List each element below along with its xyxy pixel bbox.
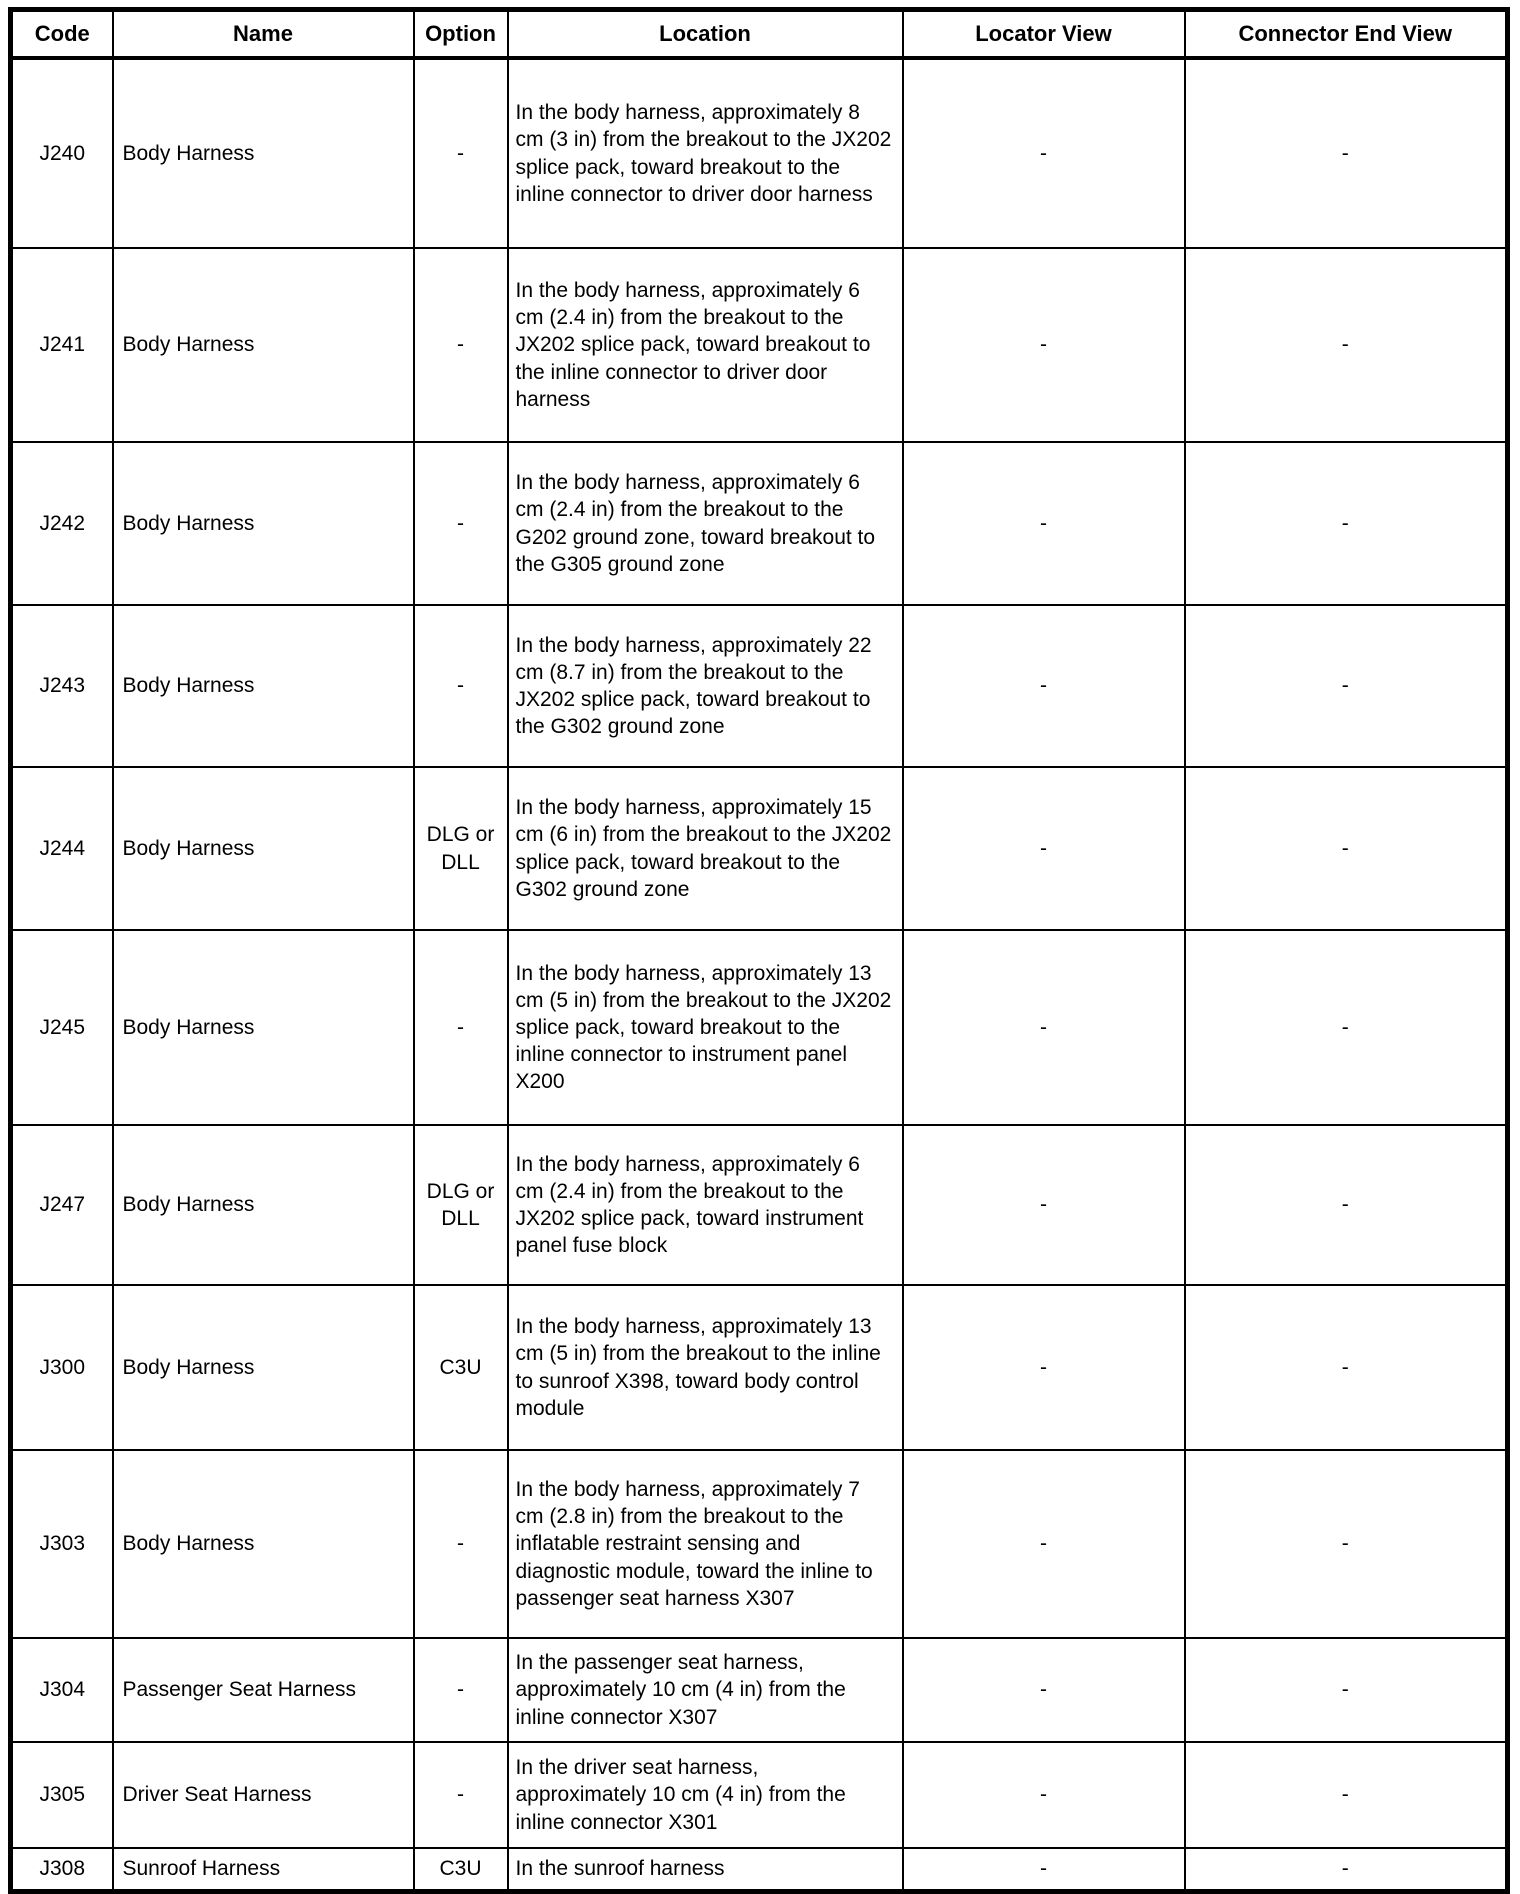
cell-location: In the passenger seat harness, approximately 10 cm (4 in) from the inline connector X307 xyxy=(508,1638,903,1742)
cell-name: Body Harness xyxy=(113,442,414,605)
cell-name: Body Harness xyxy=(113,248,414,442)
cell-option: - xyxy=(414,605,508,767)
cell-name: Body Harness xyxy=(113,767,414,930)
cell-connector-end-view: - xyxy=(1185,1742,1508,1848)
cell-option: - xyxy=(414,248,508,442)
table-row xyxy=(11,1285,1508,1450)
cell-name: Body Harness xyxy=(113,1450,414,1638)
cell-code: J304 xyxy=(11,1638,113,1742)
cell-location: In the body harness, approximately 6 cm (2.4 in) from the breakout to the G202 ground zone, toward breakout to the G305 ground zone xyxy=(508,442,903,605)
cell-connector-end-view: - xyxy=(1185,442,1508,605)
column-header-code: Code xyxy=(11,10,113,59)
cell-connector-end-view: - xyxy=(1185,248,1508,442)
cell-location: In the body harness, approximately 15 cm (6 in) from the breakout to the JX202 splice pack, toward breakout to the G302 ground zone xyxy=(508,767,903,930)
cell-option: - xyxy=(414,58,508,248)
cell-location: In the body harness, approximately 22 cm (8.7 in) from the breakout to the JX202 splice pack, toward breakout to the G302 ground zone xyxy=(508,605,903,767)
cell-locator-view: - xyxy=(903,1450,1185,1638)
cell-connector-end-view: - xyxy=(1185,1125,1508,1285)
cell-code: J240 xyxy=(11,58,113,248)
table-row xyxy=(11,930,1508,1125)
cell-option: - xyxy=(414,1742,508,1848)
column-header-name: Name xyxy=(113,10,414,59)
cell-code: J305 xyxy=(11,1742,113,1848)
cell-location: In the body harness, approximately 8 cm (3 in) from the breakout to the JX202 splice pack, toward breakout to the inline connector to driver door harness xyxy=(508,58,903,248)
table-row xyxy=(11,1742,1508,1848)
cell-location: In the body harness, approximately 6 cm (2.4 in) from the breakout to the JX202 splice pack, toward instrument panel fuse block xyxy=(508,1125,903,1285)
column-header-connector-end-view: Connector End View xyxy=(1185,10,1508,59)
cell-locator-view: - xyxy=(903,1848,1185,1891)
cell-locator-view: - xyxy=(903,767,1185,930)
column-header-locator-view: Locator View xyxy=(903,10,1185,59)
cell-name: Body Harness xyxy=(113,605,414,767)
cell-location: In the body harness, approximately 7 cm (2.8 in) from the breakout to the inflatable restraint sensing and diagnostic module, toward the inline to passenger seat harness X307 xyxy=(508,1450,903,1638)
cell-location: In the body harness, approximately 6 cm (2.4 in) from the breakout to the JX202 splice pack, toward breakout to the inline connector to driver door harness xyxy=(508,248,903,442)
cell-location: In the driver seat harness, approximately 10 cm (4 in) from the inline connector X301 xyxy=(508,1742,903,1848)
table-row xyxy=(11,442,1508,605)
cell-locator-view: - xyxy=(903,1125,1185,1285)
cell-connector-end-view: - xyxy=(1185,1848,1508,1891)
table-row xyxy=(11,767,1508,930)
cell-location: In the body harness, approximately 13 cm (5 in) from the breakout to the JX202 splice pack, toward breakout to the inline connector to instrument panel X200 xyxy=(508,930,903,1125)
cell-option: DLG or DLL xyxy=(414,1125,508,1285)
cell-code: J300 xyxy=(11,1285,113,1450)
cell-name: Body Harness xyxy=(113,930,414,1125)
cell-connector-end-view: - xyxy=(1185,930,1508,1125)
cell-code: J245 xyxy=(11,930,113,1125)
cell-option: - xyxy=(414,1450,508,1638)
cell-option: C3U xyxy=(414,1285,508,1450)
cell-connector-end-view: - xyxy=(1185,58,1508,248)
table-row xyxy=(11,1125,1508,1285)
cell-connector-end-view: - xyxy=(1185,1638,1508,1742)
table-row xyxy=(11,1848,1508,1891)
cell-location: In the body harness, approximately 13 cm (5 in) from the breakout to the inline to sunroof X398, toward body control module xyxy=(508,1285,903,1450)
table-row xyxy=(11,605,1508,767)
cell-locator-view: - xyxy=(903,248,1185,442)
cell-connector-end-view: - xyxy=(1185,1285,1508,1450)
cell-code: J303 xyxy=(11,1450,113,1638)
cell-name: Body Harness xyxy=(113,58,414,248)
table-row xyxy=(11,248,1508,442)
cell-locator-view: - xyxy=(903,1742,1185,1848)
splice-pack-table xyxy=(8,7,1510,1894)
cell-name: Driver Seat Harness xyxy=(113,1742,414,1848)
column-header-location: Location xyxy=(508,10,903,59)
cell-name: Body Harness xyxy=(113,1285,414,1450)
header-row xyxy=(11,10,1508,59)
cell-option: DLG or DLL xyxy=(414,767,508,930)
cell-connector-end-view: - xyxy=(1185,605,1508,767)
cell-code: J242 xyxy=(11,442,113,605)
cell-locator-view: - xyxy=(903,930,1185,1125)
cell-locator-view: - xyxy=(903,605,1185,767)
table-header xyxy=(11,10,1508,59)
cell-connector-end-view: - xyxy=(1185,767,1508,930)
cell-name: Passenger Seat Harness xyxy=(113,1638,414,1742)
cell-locator-view: - xyxy=(903,1285,1185,1450)
cell-locator-view: - xyxy=(903,58,1185,248)
cell-option: - xyxy=(414,1638,508,1742)
cell-option: C3U xyxy=(414,1848,508,1891)
cell-location: In the sunroof harness xyxy=(508,1848,903,1891)
table-row xyxy=(11,1450,1508,1638)
cell-name: Body Harness xyxy=(113,1125,414,1285)
column-header-option: Option xyxy=(414,10,508,59)
cell-code: J308 xyxy=(11,1848,113,1891)
cell-code: J244 xyxy=(11,767,113,930)
cell-option: - xyxy=(414,930,508,1125)
cell-locator-view: - xyxy=(903,1638,1185,1742)
cell-name: Sunroof Harness xyxy=(113,1848,414,1891)
cell-option: - xyxy=(414,442,508,605)
cell-code: J243 xyxy=(11,605,113,767)
table-row xyxy=(11,58,1508,248)
table-row xyxy=(11,1638,1508,1742)
cell-locator-view: - xyxy=(903,442,1185,605)
table-body xyxy=(11,58,1508,1891)
cell-code: J247 xyxy=(11,1125,113,1285)
cell-connector-end-view: - xyxy=(1185,1450,1508,1638)
cell-code: J241 xyxy=(11,248,113,442)
